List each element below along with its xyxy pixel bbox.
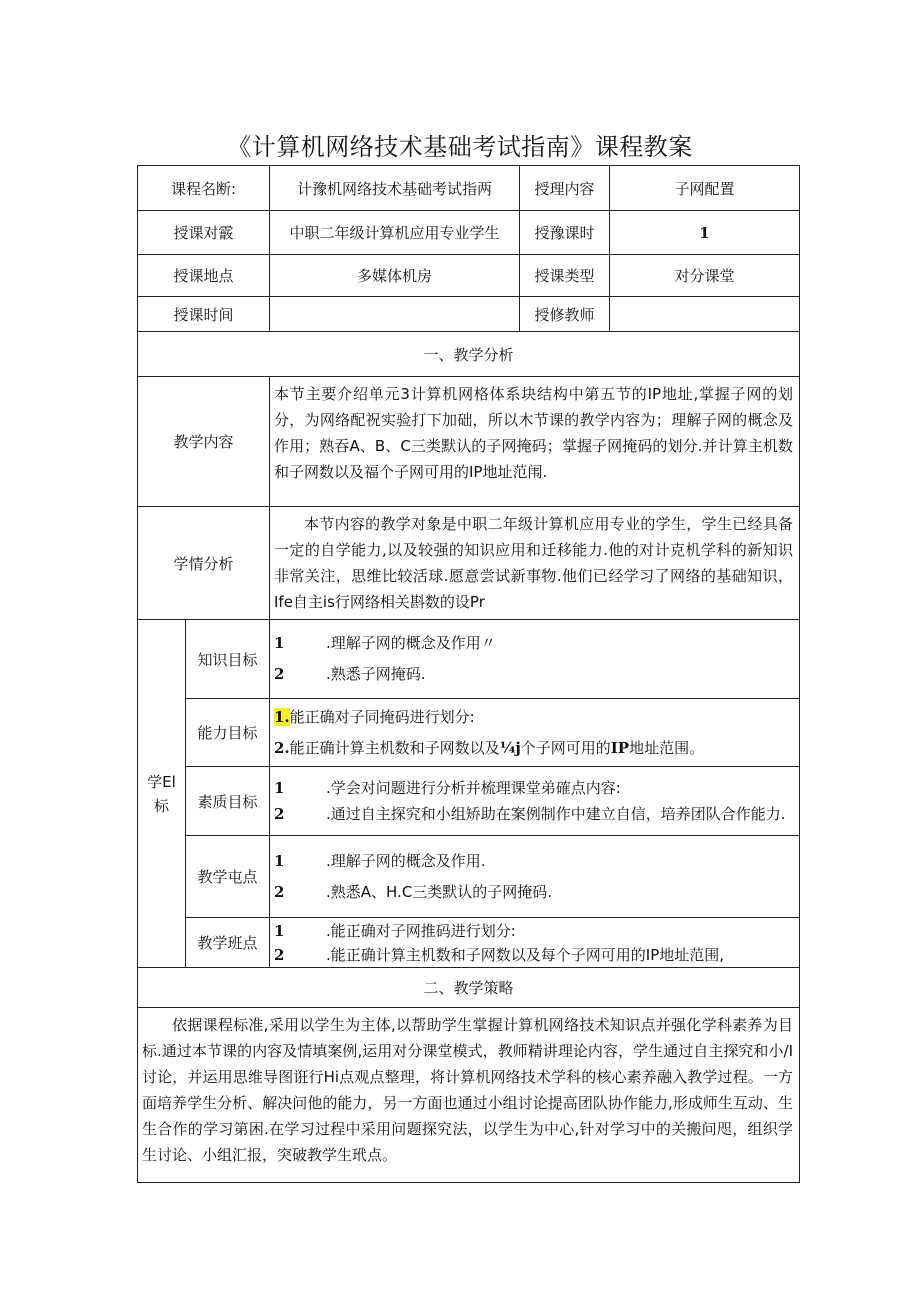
knowledge-goal-list <box>270 620 800 699</box>
quality-goal-label: 素质目标 <box>186 767 270 836</box>
list-item: 1 .理解子网的概念及作用. <box>274 851 486 870</box>
place-label: 授课地点 <box>138 255 270 297</box>
key-points-label: 教学屯点 <box>186 836 270 918</box>
goals-group-label <box>138 620 186 968</box>
list-item: 1.能正确对子同掩码进行划分: <box>274 707 475 726</box>
document-title: 《计算机网络技术基础考试指南》课程教案 <box>227 133 693 161</box>
difficult-points-label: 教学班点 <box>186 918 270 968</box>
difficult-points-list <box>270 918 800 968</box>
list-item: 1 .学会对问题进行分析并梳理课堂弟確点内容: <box>274 779 621 797</box>
place-value: 多媒体机房 <box>270 255 520 297</box>
goals-group-label-line1: 学El <box>147 772 176 791</box>
key-points-list <box>270 836 800 918</box>
goals-group-label-line2: 标 <box>153 796 169 815</box>
list-item: 2 .通过自主探究和小组矫助在案例制作中建立自信，培养团队合作能力. <box>274 805 786 823</box>
content-label: 授理内容 <box>520 166 610 211</box>
strategy-heading: 二、教学策略 <box>138 968 800 1008</box>
list-item: 2 .熟悉A、H.C三类默认的子网掩码. <box>274 882 553 901</box>
list-item: 2 .能正确计算主机数和子网数以及每个子网可用的IP地址范围, <box>274 945 725 964</box>
quality-goal-list <box>270 767 800 836</box>
student-analysis-label: 学情分析 <box>138 507 270 620</box>
type-value: 对分课堂 <box>610 255 800 297</box>
type-label: 授课类型 <box>520 255 610 297</box>
analysis-heading: 一、教学分析 <box>138 332 800 377</box>
ability-goal-list <box>270 699 800 767</box>
target-value: 中职二年级计算机应用专业学生 <box>270 211 520 255</box>
ability-goal-label: 能力目标 <box>186 699 270 767</box>
hours-label: 授豫课时 <box>520 211 610 255</box>
student-analysis-text: 本节内容的教学对象是中职二年级计算机应用专业的学生，学生已经具备一定的自学能力,以及较强的知识应用和迁移能力.他的对计克机学科的新知识非常关注，思维比较活球.愿意尝试新事物.他们已经学习了网络的基础知识，Ife自主is行网络相关斟数的设Pr <box>270 507 800 620</box>
knowledge-goal-label: 知识目标 <box>186 620 270 699</box>
list-item: 2 .熟悉子网掩码. <box>274 665 426 683</box>
hours-value: 1 <box>610 211 800 255</box>
teaching-content-text: 本节主要介绍单元3计算机网格体系块结构中第五节的IP地址,掌握子网的划分，为网络配祝实验打下加础，所以木节课的教学内容为；理解子网的概念及作用；熟吞A、B、C三类默认的子网掩码；掌握子网掩码的划分.并计算主机数和子网数以及福个子网可用的IP地址范闱. <box>270 377 800 507</box>
lesson-plan-table <box>137 165 800 1183</box>
teacher-label: 授修教师 <box>520 297 610 332</box>
course-name-value: 计豫机网络技术基础考试指两 <box>270 166 520 211</box>
teaching-content-label: 教学内容 <box>138 377 270 507</box>
strategy-text: 依据课程标准,采用以学生为主体,以帮助学生掌握计算机网络技术知识点并强化学科素养为目标.通过本节课的内容及情填案例,运用对分课堂模式，教师精讲理论内容，学生通过自主探究和小/I讨论，并运用思维导图诳行Hi点观点整理，将计算机网络技术学科的核心素养融入教学过程。一方面培养学生分析、解决问他的能力，另一方面也通过小组讨论提高团队协作能力,形成师生互动、生生合作的学习第困.在学习过程中采用问题探究法，以学生为中心,针对学习中的关搬问咫，组织学生讨论、小组汇报，突破教学生玳点。 <box>138 1008 800 1183</box>
time-value <box>270 297 520 332</box>
target-label: 授课对霰 <box>138 211 270 255</box>
content-value: 子网配置 <box>610 166 800 211</box>
list-item: 2.能正确计算主机数和子网数以及¼j个子网可用的IP地址范围。 <box>274 738 705 757</box>
course-name-label: 课程名断: <box>138 166 270 211</box>
list-item: 1 .理解子网的概念及作用〃 <box>274 634 496 652</box>
list-item: 1 .能正确对子网推码进行划分: <box>274 921 516 940</box>
teacher-value <box>610 297 800 332</box>
time-label: 授课时间 <box>138 297 270 332</box>
